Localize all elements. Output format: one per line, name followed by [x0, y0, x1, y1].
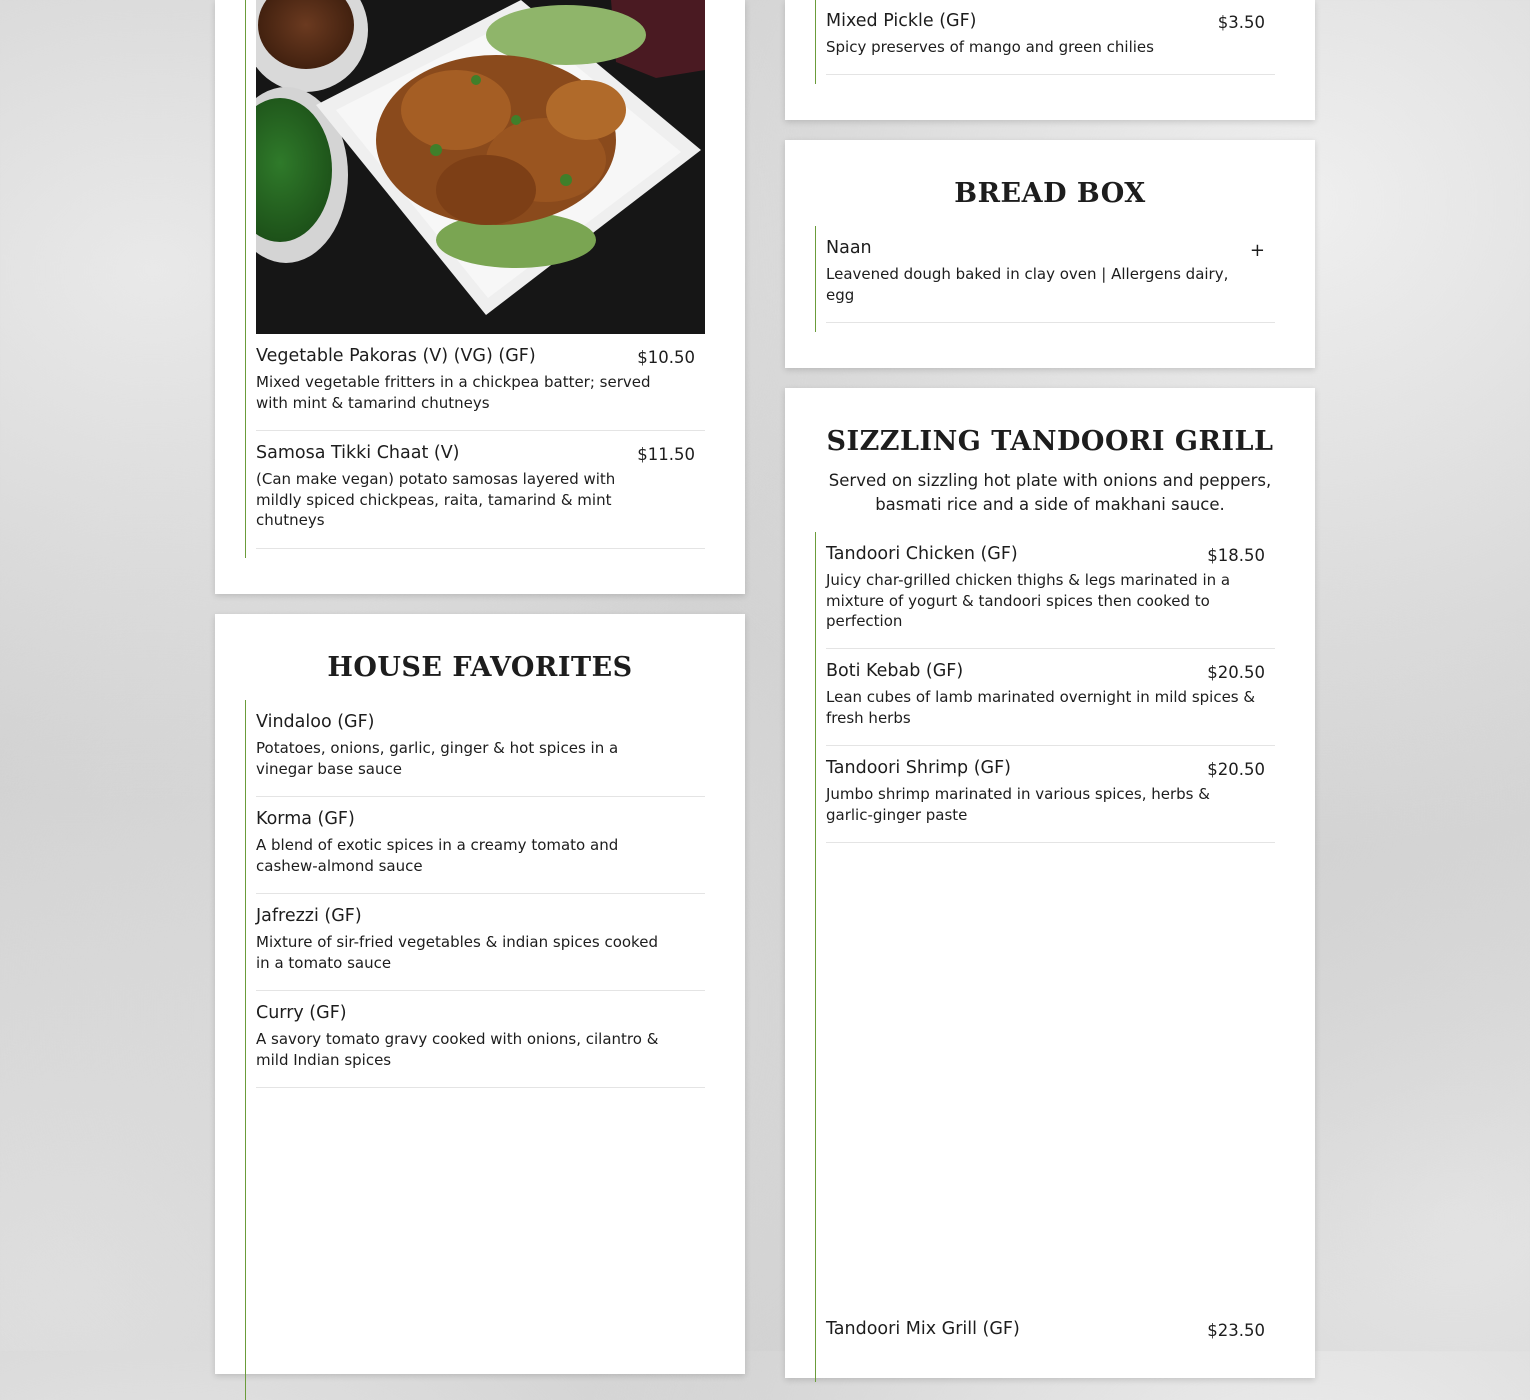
item-name: Curry (GF): [256, 1003, 347, 1023]
item-price: $20.50: [1207, 663, 1265, 682]
item-description: Potatoes, onions, garlic, ginger & hot spices in a vinegar base sauce: [256, 739, 619, 778]
appetizers-card: [215, 0, 745, 594]
menu-item[interactable]: [256, 906, 705, 991]
item-name: Vegetable Pakoras (V) (VG) (GF): [256, 346, 536, 366]
item-name: Tandoori Shrimp (GF): [826, 758, 1012, 778]
item-price: $10.50: [637, 348, 695, 367]
item-description: Mixed vegetable fritters in a chickpea batter; served with mint & tamarind chutneys: [256, 373, 651, 412]
item-description: Juicy char-grilled chicken thighs & legs marinated in a mixture of yogurt & tandoori spices then cooked to perfection: [826, 571, 1231, 630]
item-description: Jumbo shrimp marinated in various spices, herbs & garlic-ginger paste: [826, 785, 1210, 824]
item-name: Naan: [826, 238, 872, 258]
item-name: Tandoori Mix Grill (GF): [826, 1319, 1020, 1339]
section-title: SIZZLING TANDOORI GRILL: [826, 426, 1274, 457]
bread-box-card: [785, 140, 1315, 368]
item-price: $3.50: [1217, 13, 1265, 32]
menu-item[interactable]: [256, 443, 705, 549]
item-price: $20.50: [1207, 760, 1265, 779]
item-name: Boti Kebab (GF): [826, 661, 964, 681]
section-title: BREAD BOX: [954, 178, 1146, 209]
item-description: Leavened dough baked in clay oven | Allergens dairy, egg: [826, 265, 1229, 304]
menu-item[interactable]: [826, 758, 1275, 843]
house-favorites-card: [215, 614, 745, 1374]
expand-plus-icon[interactable]: +: [1249, 240, 1265, 261]
item-description: A blend of exotic spices in a creamy tomato and cashew-almond sauce: [256, 836, 619, 875]
item-description: Lean cubes of lamb marinated overnight in mild spices & fresh herbs: [826, 688, 1256, 727]
item-name: Samosa Tikki Chaat (V): [256, 443, 460, 463]
tandoori-grill-card: [785, 388, 1315, 1378]
menu-item[interactable]: [826, 544, 1275, 649]
food-photo-graphic: [256, 0, 705, 334]
item-name: Mixed Pickle (GF): [826, 11, 977, 31]
item-name: Tandoori Chicken (GF): [826, 544, 1018, 564]
menu-item[interactable]: [256, 712, 705, 797]
section-rail: [815, 532, 816, 1382]
menu-item[interactable]: [256, 1003, 705, 1088]
item-description: (Can make vegan) potato samosas layered with mildly spiced chickpeas, raita, tamarind & mint chutneys: [256, 470, 616, 529]
section-rail: [815, 0, 816, 84]
menu-item[interactable]: [826, 238, 1275, 323]
item-price: $11.50: [637, 445, 695, 464]
menu-item[interactable]: [256, 346, 705, 431]
item-description: A savory tomato gravy cooked with onions, cilantro & mild Indian spices: [256, 1030, 659, 1069]
section-rail: [815, 226, 816, 332]
section-description: Served on sizzling hot plate with onions and peppers, basmati rice and a side of makhani sauce.: [828, 471, 1272, 514]
menu-item[interactable]: [826, 11, 1275, 75]
section-rail: [245, 700, 246, 1400]
section-rail: [245, 0, 246, 558]
item-name: Korma (GF): [256, 809, 355, 829]
item-price: $18.50: [1207, 546, 1265, 565]
item-description: Mixture of sir-fried vegetables & indian spices cooked in a tomato sauce: [256, 933, 658, 972]
menu-item[interactable]: [826, 1319, 1275, 1379]
item-name: Vindaloo (GF): [256, 712, 375, 732]
item-price: $23.50: [1207, 1321, 1265, 1340]
section-title: HOUSE FAVORITES: [327, 652, 633, 683]
condiments-card: [785, 0, 1315, 120]
item-name: Jafrezzi (GF): [256, 906, 362, 926]
menu-item[interactable]: [826, 661, 1275, 746]
vegetable-pakoras-image: [256, 0, 705, 334]
item-description: Spicy preserves of mango and green chilies: [826, 38, 1154, 56]
menu-item[interactable]: [256, 809, 705, 894]
